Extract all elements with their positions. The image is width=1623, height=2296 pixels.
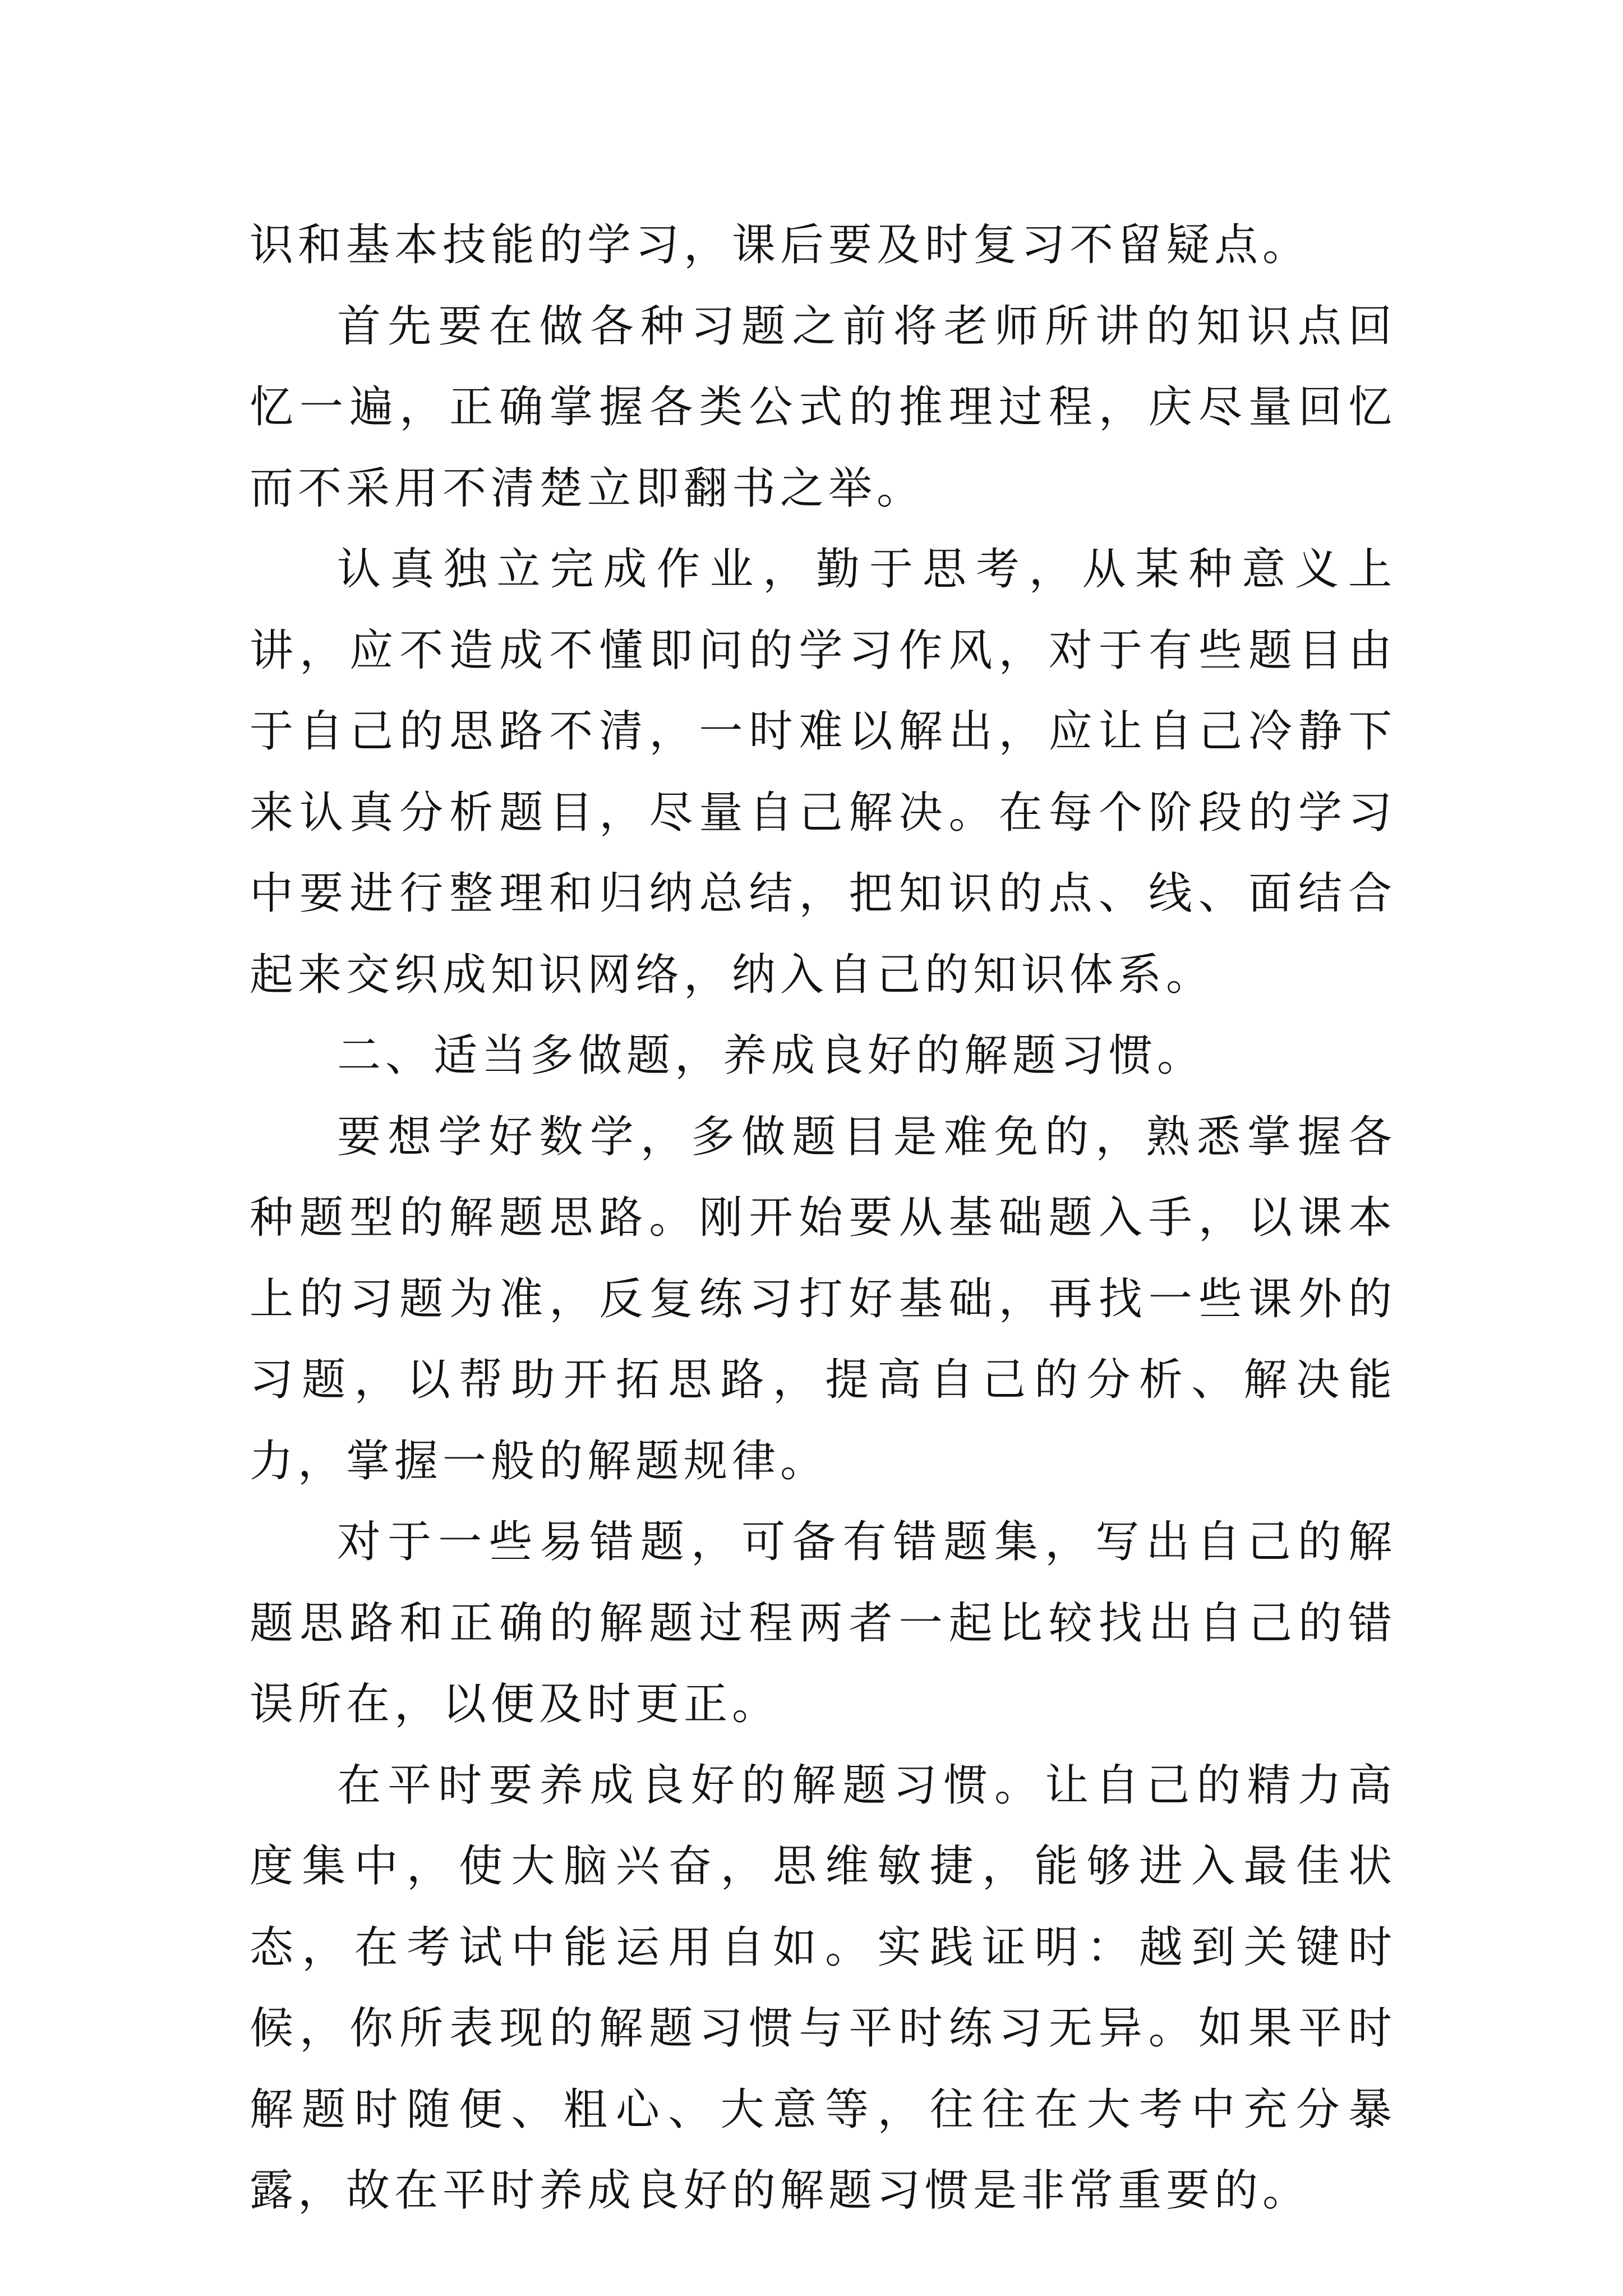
- paragraph-good-habits: 在平时要养成良好的解题习惯。让自己的精力高度集中，使大脑兴奋，思维敏捷，能够进入最佳状态，在考试中能运用自如。实践证明：越到关键时候，你所表现的解题习惯与平时练习无异。如果平时解题时随便、粗心、大意等，往往在大考中充分暴露，故在平时养成良好的解题习惯是非常重要的。: [250, 1760, 1396, 2216]
- paragraph-independent-homework: 认真独立完成作业，勤于思考，从某种意义上讲，应不造成不懂即问的学习作风，对于有些题目由于自己的思路不清，一时难以解出，应让自己冷静下来认真分析题目，尽量自己解决。在每个阶段的学习中要进行整理和归纳总结，把知识的点、线、面结合起来交织成知识网络，纳入自己的知识体系。: [250, 544, 1396, 1000]
- paragraph-review-knowledge: 首先要在做各种习题之前将老师所讲的知识点回忆一遍，正确掌握各类公式的推理过程，庆尽量回忆而不采用不清楚立即翻书之举。: [250, 301, 1396, 514]
- document-body: [250, 205, 1396, 2231]
- paragraph-more-practice: 要想学好数学，多做题目是难免的，熟悉掌握各种题型的解题思路。刚开始要从基础题入手，以课本上的习题为准，反复练习打好基础，再找一些课外的习题，以帮助开拓思路，提高自己的分析、解决能力，掌握一般的解题规律。: [250, 1111, 1396, 1487]
- section-heading-practice: 二、适当多做题，养成良好的解题习惯。: [337, 1030, 1206, 1081]
- paragraph-error-collection: 对于一些易错题，可备有错题集，写出自己的解题思路和正确的解题过程两者一起比较找出自己的错误所在，以便及时更正。: [250, 1517, 1396, 1729]
- paragraph-continuation: 识和基本技能的学习，课后要及时复习不留疑点。: [250, 220, 1311, 270]
